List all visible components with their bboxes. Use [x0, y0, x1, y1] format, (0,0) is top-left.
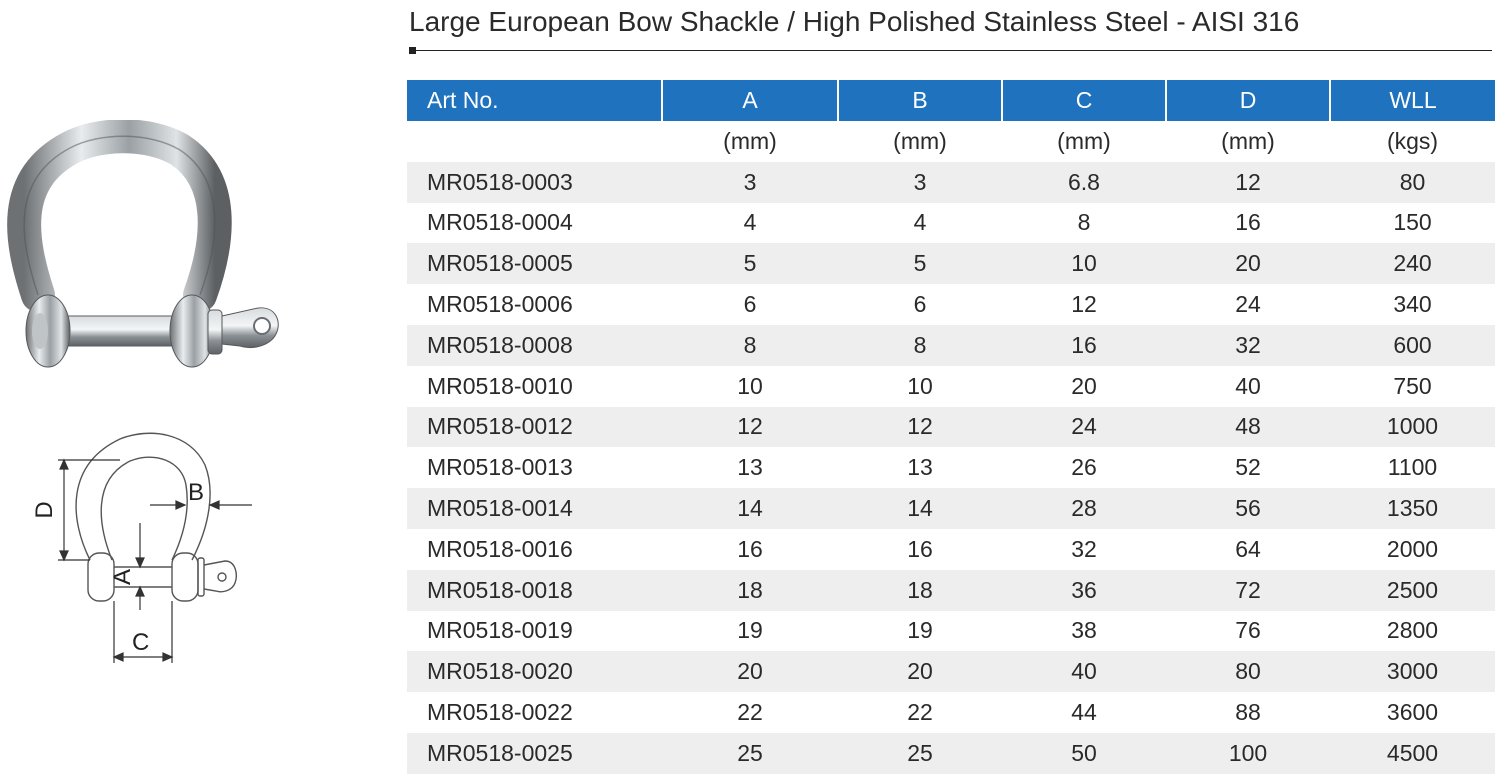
table-row: [407, 203, 1495, 244]
table-cell: 18: [838, 570, 1002, 611]
table-cell: 2500: [1330, 570, 1495, 611]
table-cell: 16: [1002, 325, 1166, 366]
table-row: [407, 570, 1495, 611]
table-cell: 4: [662, 203, 838, 244]
table-cell: 56: [1166, 488, 1330, 529]
table-cell: MR0518-0004: [407, 203, 662, 244]
table-cell: 20: [1002, 366, 1166, 407]
table-row: [407, 162, 1495, 203]
table-cell: 14: [662, 488, 838, 529]
table-cell: 100: [1166, 733, 1330, 774]
table-cell: 80: [1330, 162, 1495, 203]
table-row: [407, 733, 1495, 774]
table-row: [407, 447, 1495, 488]
table-cell: 12: [1002, 284, 1166, 325]
table-cell: MR0518-0006: [407, 284, 662, 325]
table-cell: 3600: [1330, 692, 1495, 733]
header-art-no: Art No.: [407, 80, 662, 121]
table-cell: 600: [1330, 325, 1495, 366]
table-cell: 1350: [1330, 488, 1495, 529]
table-cell: 76: [1166, 611, 1330, 652]
table-row: [407, 284, 1495, 325]
table-cell: 16: [662, 529, 838, 570]
table-cell: 3000: [1330, 651, 1495, 692]
table-cell: 6.8: [1002, 162, 1166, 203]
table-cell: 12: [838, 407, 1002, 448]
table-cell: 1100: [1330, 447, 1495, 488]
spec-table-container: [407, 80, 1495, 774]
table-cell: 13: [662, 447, 838, 488]
table-cell: MR0518-0012: [407, 407, 662, 448]
table-cell: 28: [1002, 488, 1166, 529]
page-title: Large European Bow Shackle / High Polished Stainless Steel - AISI 316: [409, 6, 1300, 37]
table-cell: 22: [662, 692, 838, 733]
table-cell: (mm): [1166, 121, 1330, 162]
table-row: [407, 325, 1495, 366]
table-cell: MR0518-0005: [407, 243, 662, 284]
table-cell: 4500: [1330, 733, 1495, 774]
table-cell: 240: [1330, 243, 1495, 284]
table-cell: 16: [838, 529, 1002, 570]
table-row: [407, 243, 1495, 284]
table-cell: MR0518-0020: [407, 651, 662, 692]
table-cell: 10: [662, 366, 838, 407]
spec-table: [407, 80, 1495, 774]
table-cell: 3: [838, 162, 1002, 203]
table-cell: MR0518-0003: [407, 162, 662, 203]
label-b: B: [188, 479, 205, 506]
table-cell: (mm): [1002, 121, 1166, 162]
table-cell: (mm): [662, 121, 838, 162]
table-cell: 88: [1166, 692, 1330, 733]
table-cell: 12: [662, 407, 838, 448]
table-cell: 24: [1166, 284, 1330, 325]
table-cell: 6: [838, 284, 1002, 325]
table-row: [407, 529, 1495, 570]
units-row: [407, 121, 1495, 162]
table-row: [407, 407, 1495, 448]
table-row: [407, 651, 1495, 692]
table-cell: MR0518-0019: [407, 611, 662, 652]
title-bullet: [409, 47, 416, 54]
table-cell: MR0518-0013: [407, 447, 662, 488]
table-cell: 64: [1166, 529, 1330, 570]
table-cell: MR0518-0008: [407, 325, 662, 366]
table-cell: 340: [1330, 284, 1495, 325]
table-cell: 5: [838, 243, 1002, 284]
table-cell: 25: [662, 733, 838, 774]
label-c: C: [132, 629, 150, 656]
table-cell: 38: [1002, 611, 1166, 652]
table-cell: 80: [1166, 651, 1330, 692]
product-illustrations: [0, 0, 400, 777]
table-header-row: [407, 80, 1495, 121]
table-cell: 1000: [1330, 407, 1495, 448]
table-cell: 22: [838, 692, 1002, 733]
header-c: C: [1002, 80, 1166, 121]
label-d: D: [31, 501, 58, 519]
table-cell: MR0518-0025: [407, 733, 662, 774]
header-wll: WLL: [1330, 80, 1495, 121]
table-cell: 18: [662, 570, 838, 611]
table-cell: MR0518-0016: [407, 529, 662, 570]
table-cell: 2000: [1330, 529, 1495, 570]
table-row: [407, 366, 1495, 407]
title-divider: [409, 50, 1492, 51]
table-cell: 20: [1166, 243, 1330, 284]
table-cell: [407, 121, 662, 162]
table-cell: 20: [838, 651, 1002, 692]
header-b: B: [838, 80, 1002, 121]
table-cell: 32: [1166, 325, 1330, 366]
table-cell: 6: [662, 284, 838, 325]
table-cell: (kgs): [1330, 121, 1495, 162]
table-cell: (mm): [838, 121, 1002, 162]
table-cell: 48: [1166, 407, 1330, 448]
table-cell: 5: [662, 243, 838, 284]
table-cell: 36: [1002, 570, 1166, 611]
table-cell: 13: [838, 447, 1002, 488]
table-cell: 8: [1002, 203, 1166, 244]
table-cell: 10: [838, 366, 1002, 407]
table-cell: 150: [1330, 203, 1495, 244]
shackle-photo: [0, 120, 300, 390]
table-cell: MR0518-0018: [407, 570, 662, 611]
table-body: [407, 121, 1495, 774]
table-cell: MR0518-0014: [407, 488, 662, 529]
table-cell: 750: [1330, 366, 1495, 407]
table-cell: 19: [838, 611, 1002, 652]
table-cell: 25: [838, 733, 1002, 774]
table-cell: 3: [662, 162, 838, 203]
table-cell: 4: [838, 203, 1002, 244]
table-cell: 19: [662, 611, 838, 652]
label-a: A: [109, 568, 136, 586]
table-cell: 44: [1002, 692, 1166, 733]
table-cell: 50: [1002, 733, 1166, 774]
table-row: [407, 488, 1495, 529]
header-d: D: [1166, 80, 1330, 121]
table-cell: MR0518-0022: [407, 692, 662, 733]
table-cell: 24: [1002, 407, 1166, 448]
table-cell: MR0518-0010: [407, 366, 662, 407]
dimension-diagram: [20, 425, 280, 675]
table-row: [407, 692, 1495, 733]
header-a: A: [662, 80, 838, 121]
table-cell: 8: [838, 325, 1002, 366]
table-cell: 32: [1002, 529, 1166, 570]
table-row: [407, 611, 1495, 652]
table-cell: 20: [662, 651, 838, 692]
table-cell: 40: [1166, 366, 1330, 407]
table-cell: 2800: [1330, 611, 1495, 652]
table-cell: 16: [1166, 203, 1330, 244]
table-cell: 40: [1002, 651, 1166, 692]
table-cell: 12: [1166, 162, 1330, 203]
table-cell: 26: [1002, 447, 1166, 488]
table-cell: 14: [838, 488, 1002, 529]
table-cell: 52: [1166, 447, 1330, 488]
table-cell: 10: [1002, 243, 1166, 284]
table-cell: 8: [662, 325, 838, 366]
table-cell: 72: [1166, 570, 1330, 611]
